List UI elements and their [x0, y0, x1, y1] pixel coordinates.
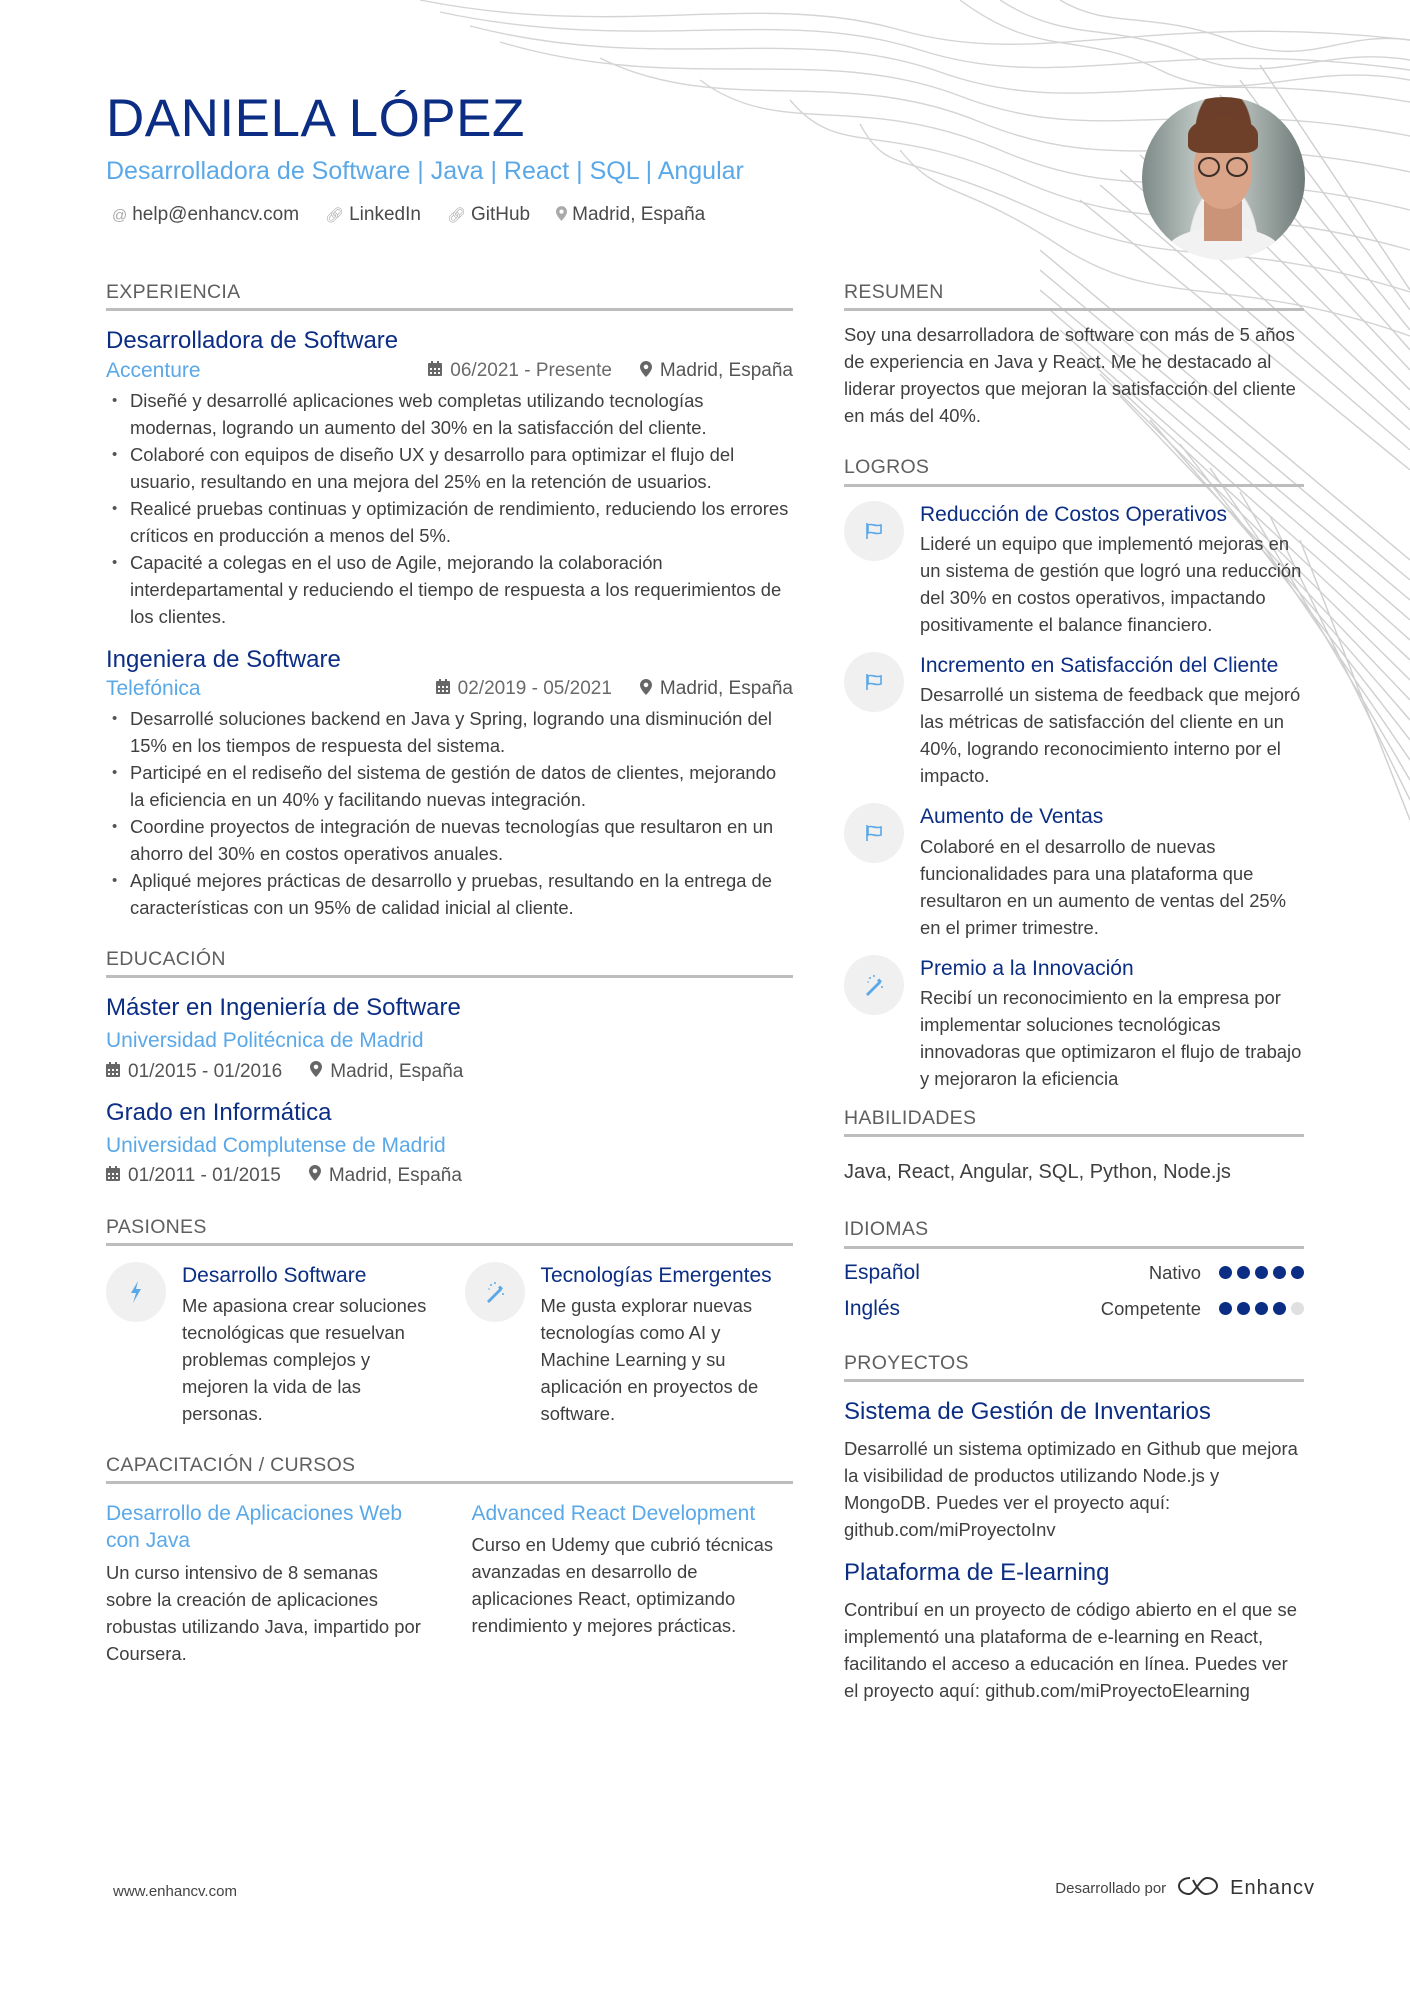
achievement-description: Lideré un equipo que implementó mejoras en un sistema de gestión que logró una reducción del 30% en costos operativos, impactando positivamente el balance financiero.	[920, 532, 1302, 635]
passions-list	[106, 1262, 793, 1426]
calendar-icon	[106, 1165, 120, 1187]
achievement-title: Premio a la Innovación	[920, 956, 1134, 980]
language-item	[844, 1261, 1304, 1285]
degree-title: Máster en Ingeniería de Software	[106, 994, 461, 1022]
achievement-title: Reducción de Costos Operativos	[920, 502, 1227, 526]
right-column	[844, 280, 1304, 1704]
school-name: Universidad Politécnica de Madrid	[106, 1029, 424, 1053]
education-dates: 01/2015 - 01/2016	[106, 1061, 282, 1083]
location-pin-icon	[310, 1061, 322, 1083]
courses-list	[106, 1500, 793, 1667]
language-name: Inglés	[844, 1296, 901, 1320]
candidate-name: DANIELA LÓPEZ	[106, 89, 525, 148]
section-title-projects: PROYECTOS	[844, 1351, 1304, 1382]
passion-item	[106, 1262, 435, 1426]
at-icon: @	[112, 206, 128, 224]
achievement-description: Desarrollé un sistema de feedback que mejoró las métricas de satisfacción del cliente en un 40%, logrando reconocimiento interno por el impacto.	[920, 684, 1301, 787]
contact-email[interactable]: @ help@enhancv.com	[112, 204, 300, 225]
achievements-list	[844, 501, 1304, 1092]
education-entry	[106, 992, 793, 1082]
achievement-item	[844, 803, 1304, 940]
section-title-summary: RESUMEN	[844, 280, 1304, 311]
calendar-icon	[436, 679, 450, 698]
education-location: Madrid, España	[310, 1061, 463, 1083]
footer-website-link[interactable]: www.enhancv.com	[113, 1883, 237, 1900]
location-pin-icon	[640, 679, 652, 699]
bullet-item: • Desarrollé soluciones backend en Java y Spring, logrando una disminución del 15% en los tiempos de respuesta del sistema.	[106, 705, 793, 759]
project-title: Plataforma de E-learning	[844, 1559, 1110, 1587]
course-description: Curso en Udemy que cubrió técnicas avanzadas en desarrollo de aplicaciones React, optimizando rendimiento y mejores prácticas.	[471, 1534, 774, 1637]
job-title: Desarrolladora de Software	[106, 327, 399, 355]
calendar-icon	[428, 361, 442, 380]
degree-title: Grado en Informática	[106, 1098, 332, 1126]
experience-entry	[106, 325, 793, 629]
education-dates: 01/2011 - 01/2015	[106, 1165, 281, 1187]
company-name: Accenture	[106, 358, 201, 382]
project-description: Desarrollé un sistema optimizado en Github que mejora la visibilidad de productos utilizando Node.js y MongoDB. Puedes ver el proyecto aquí: github.com/miProyectoInv	[844, 1438, 1298, 1541]
proficiency-dots	[1219, 1302, 1304, 1315]
flag-icon	[844, 803, 904, 863]
achievement-title: Incremento en Satisfacción del Cliente	[920, 653, 1279, 677]
bullet-item: • Colaboré con equipos de diseño UX y desarrollo para optimizar el flujo del usuario, resultando en una mejora del 25% en la retención de usuarios.	[106, 441, 793, 495]
course-item	[106, 1500, 428, 1667]
flag-icon	[844, 501, 904, 561]
skills-list: Java, React, Angular, SQL, Python, Node.js	[844, 1161, 1231, 1184]
education-entry	[106, 1097, 793, 1187]
passion-title: Desarrollo Software	[182, 1264, 367, 1288]
job-location: Madrid, España	[640, 360, 793, 382]
enhancv-brand-name: Enhancv	[1230, 1876, 1315, 1899]
section-title-skills: HABILIDADES	[844, 1106, 1304, 1137]
course-item	[472, 1500, 794, 1667]
achievement-description: Recibí un reconocimiento en la empresa por implementar soluciones tecnológicas innovadoras que optimizaron el flujo de trabajo y mejoraron la eficiencia	[920, 986, 1302, 1089]
passion-description: Me apasiona crear soluciones tecnológicas que resuelvan problemas complejos y mejoren la vida de las personas.	[182, 1294, 427, 1424]
summary-text: Soy una desarrolladora de software con más de 5 años de experiencia en Java y React. Me he destacado al liderar proyectos que mejoran la satisfacción del cliente en más del 40%.	[844, 324, 1296, 427]
contact-location: Madrid, España	[556, 204, 705, 226]
achievement-description: Colaboré en el desarrollo de nuevas funcionalidades para una plataforma que resultaron en un aumento de ventas del 25% en el primer trimestre.	[920, 835, 1287, 938]
lightning-bolt-icon	[106, 1262, 166, 1322]
achievement-item	[844, 652, 1304, 789]
job-dates: 02/2019 - 05/2021	[436, 678, 612, 700]
passion-item	[465, 1262, 794, 1426]
footer-branding	[1055, 1874, 1315, 1902]
flag-icon	[844, 652, 904, 712]
contact-list	[112, 204, 705, 226]
profile-photo	[1142, 97, 1305, 260]
passion-description: Me gusta explorar nuevas tecnologías como AI y Machine Learning y su aplicación en proyectos de software.	[540, 1294, 759, 1424]
education-location: Madrid, España	[309, 1165, 462, 1187]
location-pin-icon	[309, 1165, 321, 1187]
job-dates: 06/2021 - Presente	[428, 360, 612, 382]
left-column	[106, 280, 793, 1667]
magic-wand-icon	[844, 955, 904, 1015]
bullet-item: • Capacité a colegas en el uso de Agile, mejorando la colaboración interdepartamental y reduciendo el tiempo de respuesta a los requerimientos de los clientes.	[106, 549, 793, 630]
course-title: Advanced React Development	[471, 1502, 756, 1526]
bullet-item: • Realicé pruebas continuas y optimización de rendimiento, reduciendo los errores críticos en producción a menos del 5%.	[106, 495, 793, 549]
proficiency-dots	[1219, 1266, 1304, 1279]
link-icon: 🔗︎	[325, 207, 345, 224]
language-level: Nativo	[1148, 1261, 1201, 1283]
contact-github[interactable]: 🔗︎ GitHub	[446, 204, 531, 225]
bullet-item: • Coordine proyectos de integración de nuevas tecnologías que resultaron en un ahorro del 30% en costos operativos anuales.	[106, 813, 793, 867]
job-bullets	[106, 387, 793, 630]
calendar-icon	[106, 1061, 120, 1083]
course-title: Desarrollo de Aplicaciones Web con Java	[106, 1502, 403, 1553]
company-name: Telefónica	[106, 676, 201, 700]
passion-title: Tecnologías Emergentes	[540, 1264, 772, 1288]
bullet-item: • Participé en el rediseño del sistema de gestión de datos de clientes, mejorando la eficiencia en un 40% y facilitando nuevas integración.	[106, 759, 793, 813]
language-level: Competente	[1100, 1297, 1201, 1319]
magic-wand-icon	[465, 1262, 525, 1322]
project-item	[844, 1396, 1304, 1543]
bullet-item: • Diseñé y desarrollé aplicaciones web completas utilizando tecnologías modernas, logrando un aumento del 30% en la satisfacción del cliente.	[106, 387, 793, 441]
achievement-title: Aumento de Ventas	[920, 805, 1104, 829]
course-description: Un curso intensivo de 8 semanas sobre la creación de aplicaciones robustas utilizando Java, impartido por Coursera.	[106, 1561, 421, 1664]
powered-by-label: Desarrollado por	[1055, 1879, 1167, 1897]
achievement-item	[844, 501, 1304, 638]
job-bullets	[106, 705, 793, 921]
section-title-achievements: LOGROS	[844, 455, 1304, 486]
experience-entry	[106, 644, 793, 921]
language-item	[844, 1297, 1304, 1321]
achievement-item	[844, 955, 1304, 1092]
project-title: Sistema de Gestión de Inventarios	[844, 1397, 1211, 1425]
bullet-item: • Apliqué mejores prácticas de desarrollo y pruebas, resultando en la entrega de características con un 95% de calidad inicial al cliente.	[106, 867, 793, 921]
contact-linkedin[interactable]: 🔗︎ LinkedIn	[325, 204, 421, 225]
section-title-courses: CAPACITACIÓN / CURSOS	[106, 1453, 793, 1484]
language-name: Español	[844, 1260, 920, 1284]
section-title-passions: PASIONES	[106, 1215, 793, 1246]
enhancv-logo-icon	[1176, 1874, 1220, 1902]
section-title-languages: IDIOMAS	[844, 1217, 1304, 1248]
section-title-experience: EXPERIENCIA	[106, 280, 793, 311]
project-item	[844, 1557, 1304, 1704]
candidate-headline: Desarrolladora de Software | Java | React | SQL | Angular	[106, 157, 744, 185]
job-title: Ingeniera de Software	[106, 645, 341, 673]
section-title-education: EDUCACIÓN	[106, 947, 793, 978]
link-icon: 🔗︎	[446, 207, 466, 224]
location-pin-icon	[556, 206, 567, 225]
project-description: Contribuí en un proyecto de código abierto en el que se implementó una plataforma de e-learning en React, facilitando el acceso a educación en línea. Puedes ver el proyecto aquí: github.com/miProyectoElearning	[844, 1599, 1297, 1702]
location-pin-icon	[640, 361, 652, 381]
school-name: Universidad Complutense de Madrid	[106, 1133, 446, 1157]
job-location: Madrid, España	[640, 678, 793, 700]
